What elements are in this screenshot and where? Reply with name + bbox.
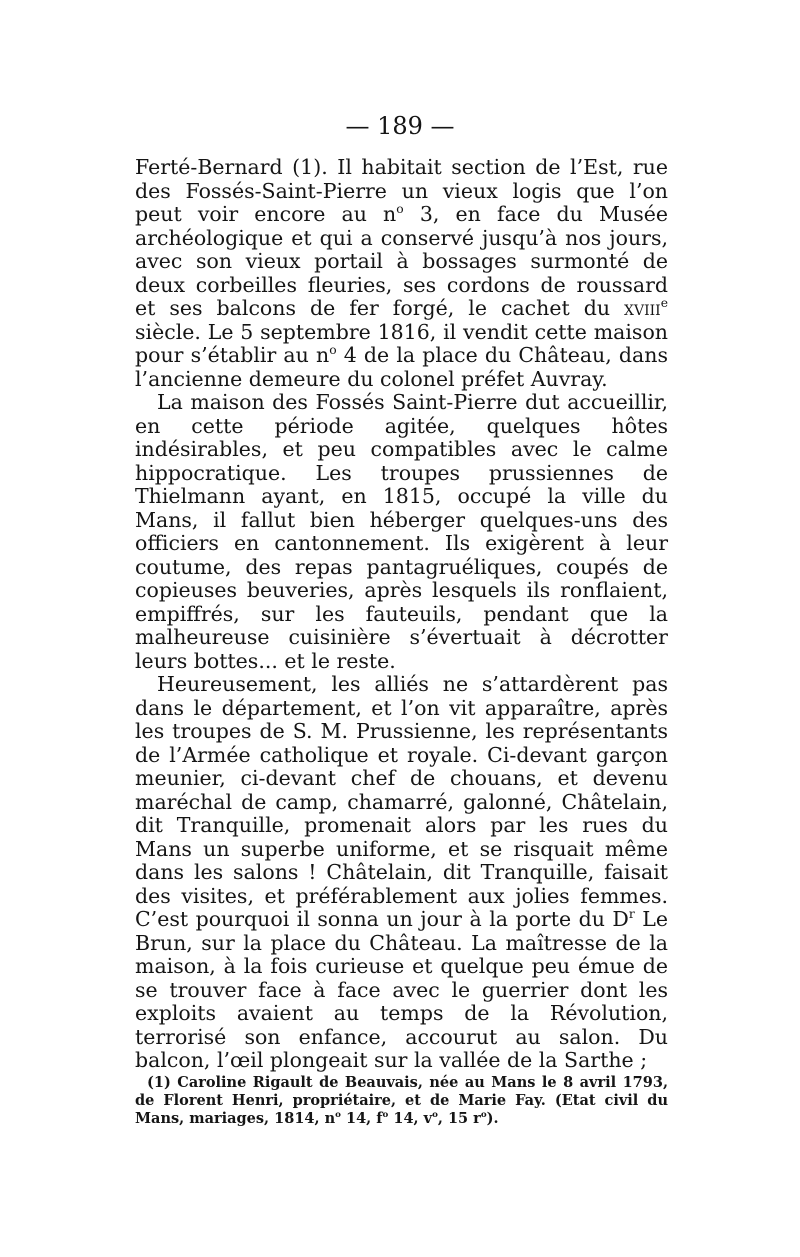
- paragraph-1-text-b: 3, en face du Musée archéologique et qui a conservé jusqu’à nos jours, avec son vieux portail à bossages surmonté de deux corbeilles fleuries, ses cordons de roussard et ses balcons de fer forgé, le cachet du: [135, 202, 668, 320]
- footnote-1: [135, 1074, 668, 1128]
- numero-superscript: o: [329, 343, 337, 358]
- body-text: [135, 156, 668, 1073]
- paragraph-1-text-e: 4 de la place du Château, dans l’ancienne demeure du colonel préfet Auvray.: [135, 343, 668, 391]
- footnote-text-b: 14, f: [340, 1110, 383, 1127]
- paragraph-1-text-d: siècle. Le 5 septembre 1816, il vendit cette maison pour s’établir au n: [135, 319, 668, 367]
- footnote-superscript: o: [432, 1110, 438, 1121]
- century-superscript: e: [660, 296, 668, 311]
- paragraph-2: La maison des Fossés Saint-Pierre dut accueillir, en cette période agitée, quelques hôtes indésirables, et peu compatibles avec le calme hippocratique. Les troupes prussiennes de Thielmann ayant, en 1815, occupé la ville du Mans, il fallut bien héberger quelques-uns des officiers en cantonnement. Ils exigèrent à leur coutume, des repas pantagruéliques, coupés de copieuses beuveries, après lesquels ils ronflaient, empiffrés, sur les fauteuils, pendant que la malheureuse cuisinière s’évertuait à décrotter leurs bottes... et le reste.: [135, 390, 668, 673]
- paragraph-3: [135, 673, 668, 1073]
- footnote-text-a: (1) Caroline Rigault de Beauvais, née au Mans le 8 avril 1793, de Florent Henri, propriétaire, et de Marie Fay. (Etat civil du Mans, mariages, 1814, n: [135, 1074, 668, 1127]
- numero-superscript: o: [396, 202, 404, 217]
- footnote-superscript: o: [382, 1110, 389, 1121]
- footnote-text-e: ).: [486, 1110, 499, 1127]
- paragraph-3-text-b: Le Brun, sur la place du Château. La maîtresse de la maison, à la fois curieuse et quelque peu émue de se trouver face à face avec le guerrier dont les exploits avaient au temps de la Révolution, terrorisé son enfance, accourut au salon. Du balcon, l’œil plongeait sur la vallée de la Sarthe ;: [135, 907, 668, 1072]
- footnote-superscript: o: [335, 1110, 341, 1121]
- footnote-text-d: , 15 r: [437, 1110, 481, 1127]
- footnote-text-c: 14, v: [388, 1110, 433, 1127]
- paragraph-1: [135, 156, 668, 391]
- paragraph-3-text-a: Heureusement, les alliés ne s’attardèrent pas dans le département, et l’on vit apparaître, après les troupes de S. M. Prussienne, les représentants de l’Armée catholique et royale. Ci-devant garçon meunier, ci-devant chef de chouans, et devenu maréchal de camp, chamarré, galonné, Châtelain, dit Tranquille, promenait alors par les rues du Mans un superbe uniforme, et se risquait même dans les salons ! Châtelain, dit Tranquille, faisait des visites, et préférablement aux jolies femmes. C’est pourquoi il sonna un jour à la porte du D: [135, 672, 668, 931]
- paragraph-1-text-a: Ferté-Bernard (1). Il habitait section de l’Est, rue des Fossés-Saint-Pierre un vieux logis que l’on peut voir encore au n: [135, 155, 668, 226]
- doctor-superscript: r: [628, 907, 635, 922]
- footnote: [135, 1074, 668, 1128]
- century-numeral: xviii: [624, 296, 661, 320]
- page-number: — 189 —: [345, 112, 455, 140]
- footnote-superscript: o: [480, 1110, 487, 1121]
